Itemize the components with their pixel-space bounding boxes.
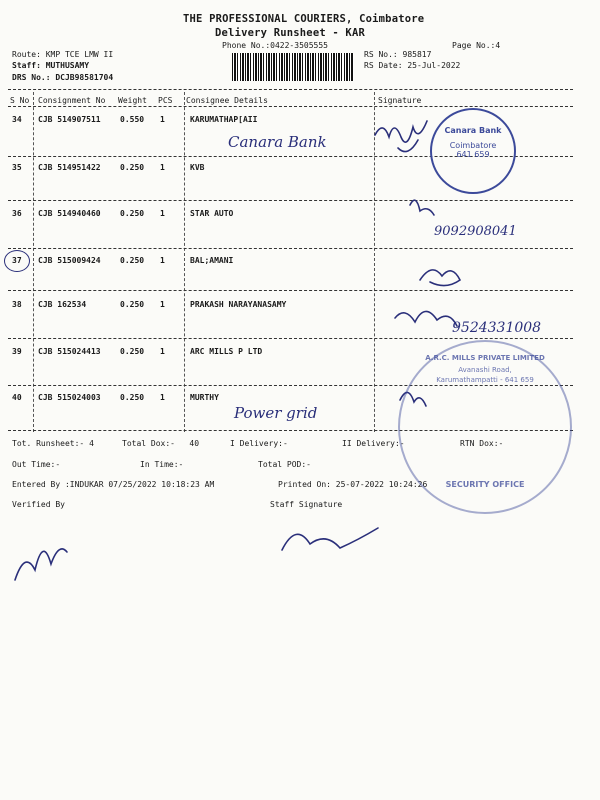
stamp-text: Coimbatore: [449, 141, 497, 150]
row-weight: 0.250: [120, 256, 145, 265]
row-weight: 0.250: [120, 163, 145, 172]
stamp-text: Karumathampatti - 641 659: [436, 376, 534, 384]
row-weight: 0.250: [120, 347, 145, 356]
row-consignment: CJB 514907511: [38, 115, 101, 124]
stamp-text: 641 659: [456, 150, 490, 159]
row-consignment: CJB 515009424: [38, 256, 101, 265]
page-number: Page No.:4: [452, 41, 501, 50]
row-weight: 0.250: [120, 393, 145, 402]
row-consignment: CJB 162534: [38, 300, 87, 309]
col-weight: Weight: [118, 96, 147, 105]
row-consignee: BAL;AMANI: [190, 256, 234, 265]
rs-date: RS Date: 25-Jul-2022: [364, 61, 461, 70]
canara-bank-stamp: [430, 108, 516, 194]
row-consignment: CJB 515024413: [38, 347, 101, 356]
handwritten-note: 9524331008: [452, 320, 542, 336]
total-pod: Total POD:-: [258, 460, 311, 469]
col-consignment: Consignment No: [38, 96, 106, 105]
row-weight: 0.250: [120, 300, 145, 309]
total-dox: Total Dox:- 40: [122, 439, 200, 448]
total-runsheet: Tot. Runsheet:- 4: [12, 439, 94, 448]
handwritten-note: Power grid: [234, 404, 318, 422]
row-sno: 34: [12, 115, 22, 124]
row-sno: 35: [12, 163, 22, 172]
staff-label: Staff: MUTHUSAMY: [12, 61, 90, 70]
entered-by: Entered By :INDUKAR 07/25/2022 10:18:23 AM: [12, 480, 215, 489]
row-consignee: PRAKASH NARAYANASAMY: [190, 300, 287, 309]
row-consignment: CJB 515024003: [38, 393, 101, 402]
row-sno: 36: [12, 209, 22, 218]
row-pcs: 1: [160, 347, 165, 356]
row-consignee: STAR AUTO: [190, 209, 234, 218]
row-pcs: 1: [160, 300, 165, 309]
row-consignee: ARC MILLS P LTD: [190, 347, 263, 356]
col-sno: S No: [10, 96, 30, 105]
row-sno: 38: [12, 300, 22, 309]
handwritten-note: Canara Bank: [228, 133, 327, 151]
col-consignee: Consignee Details: [186, 96, 268, 105]
company-title: THE PROFESSIONAL COURIERS, Coimbatore: [183, 13, 425, 25]
row-pcs: 1: [160, 209, 165, 218]
handwritten-note: 9092908041: [434, 224, 517, 239]
staff-signature-label: Staff Signature: [270, 500, 343, 509]
col-pcs: PCS: [158, 96, 173, 105]
row-consignee: KVB: [190, 163, 205, 172]
row-consignment: CJB 514951422: [38, 163, 101, 172]
verified-by: Verified By: [12, 500, 65, 509]
drs-number: DRS No.: DCJB98581704: [12, 73, 114, 82]
row-consignment: CJB 514940460: [38, 209, 101, 218]
row-pcs: 1: [160, 163, 165, 172]
row-sno: 39: [12, 347, 22, 356]
out-time: Out Time:-: [12, 460, 61, 469]
row-sno: 40: [12, 393, 22, 402]
row-weight: 0.550: [120, 115, 145, 124]
row-consignee: KARUMATHAP[AII: [190, 115, 258, 124]
i-delivery: I Delivery:-: [230, 439, 288, 448]
rtn-dox: RTN Dox:-: [460, 439, 504, 448]
in-time: In Time:-: [140, 460, 184, 469]
printed-on: Printed On: 25-07-2022 10:24:26: [278, 480, 428, 489]
col-signature: Signature: [378, 96, 422, 105]
row-consignee: MURTHY: [190, 393, 219, 402]
ii-delivery: II Delivery:-: [342, 439, 405, 448]
stamp-text: A.R.C. MILLS PRIVATE LIMITED: [425, 354, 545, 362]
stamp-text: Avanashi Road,: [458, 366, 512, 374]
stamp-text: Canara Bank: [444, 126, 502, 135]
phone-number: Phone No.:0422-3505555: [222, 41, 328, 50]
stamp-text: SECURITY OFFICE: [445, 480, 525, 489]
row-pcs: 1: [160, 393, 165, 402]
row-sno: 37: [12, 256, 22, 265]
row-pcs: 1: [160, 115, 165, 124]
arc-mills-stamp: [398, 340, 572, 514]
row-pcs: 1: [160, 256, 165, 265]
runsheet-subtitle: Delivery Runsheet - KAR: [215, 27, 365, 39]
rs-number: RS No.: 985817: [364, 50, 432, 59]
route-label: Route: KMP TCE LMW II: [12, 50, 114, 59]
row-weight: 0.250: [120, 209, 145, 218]
